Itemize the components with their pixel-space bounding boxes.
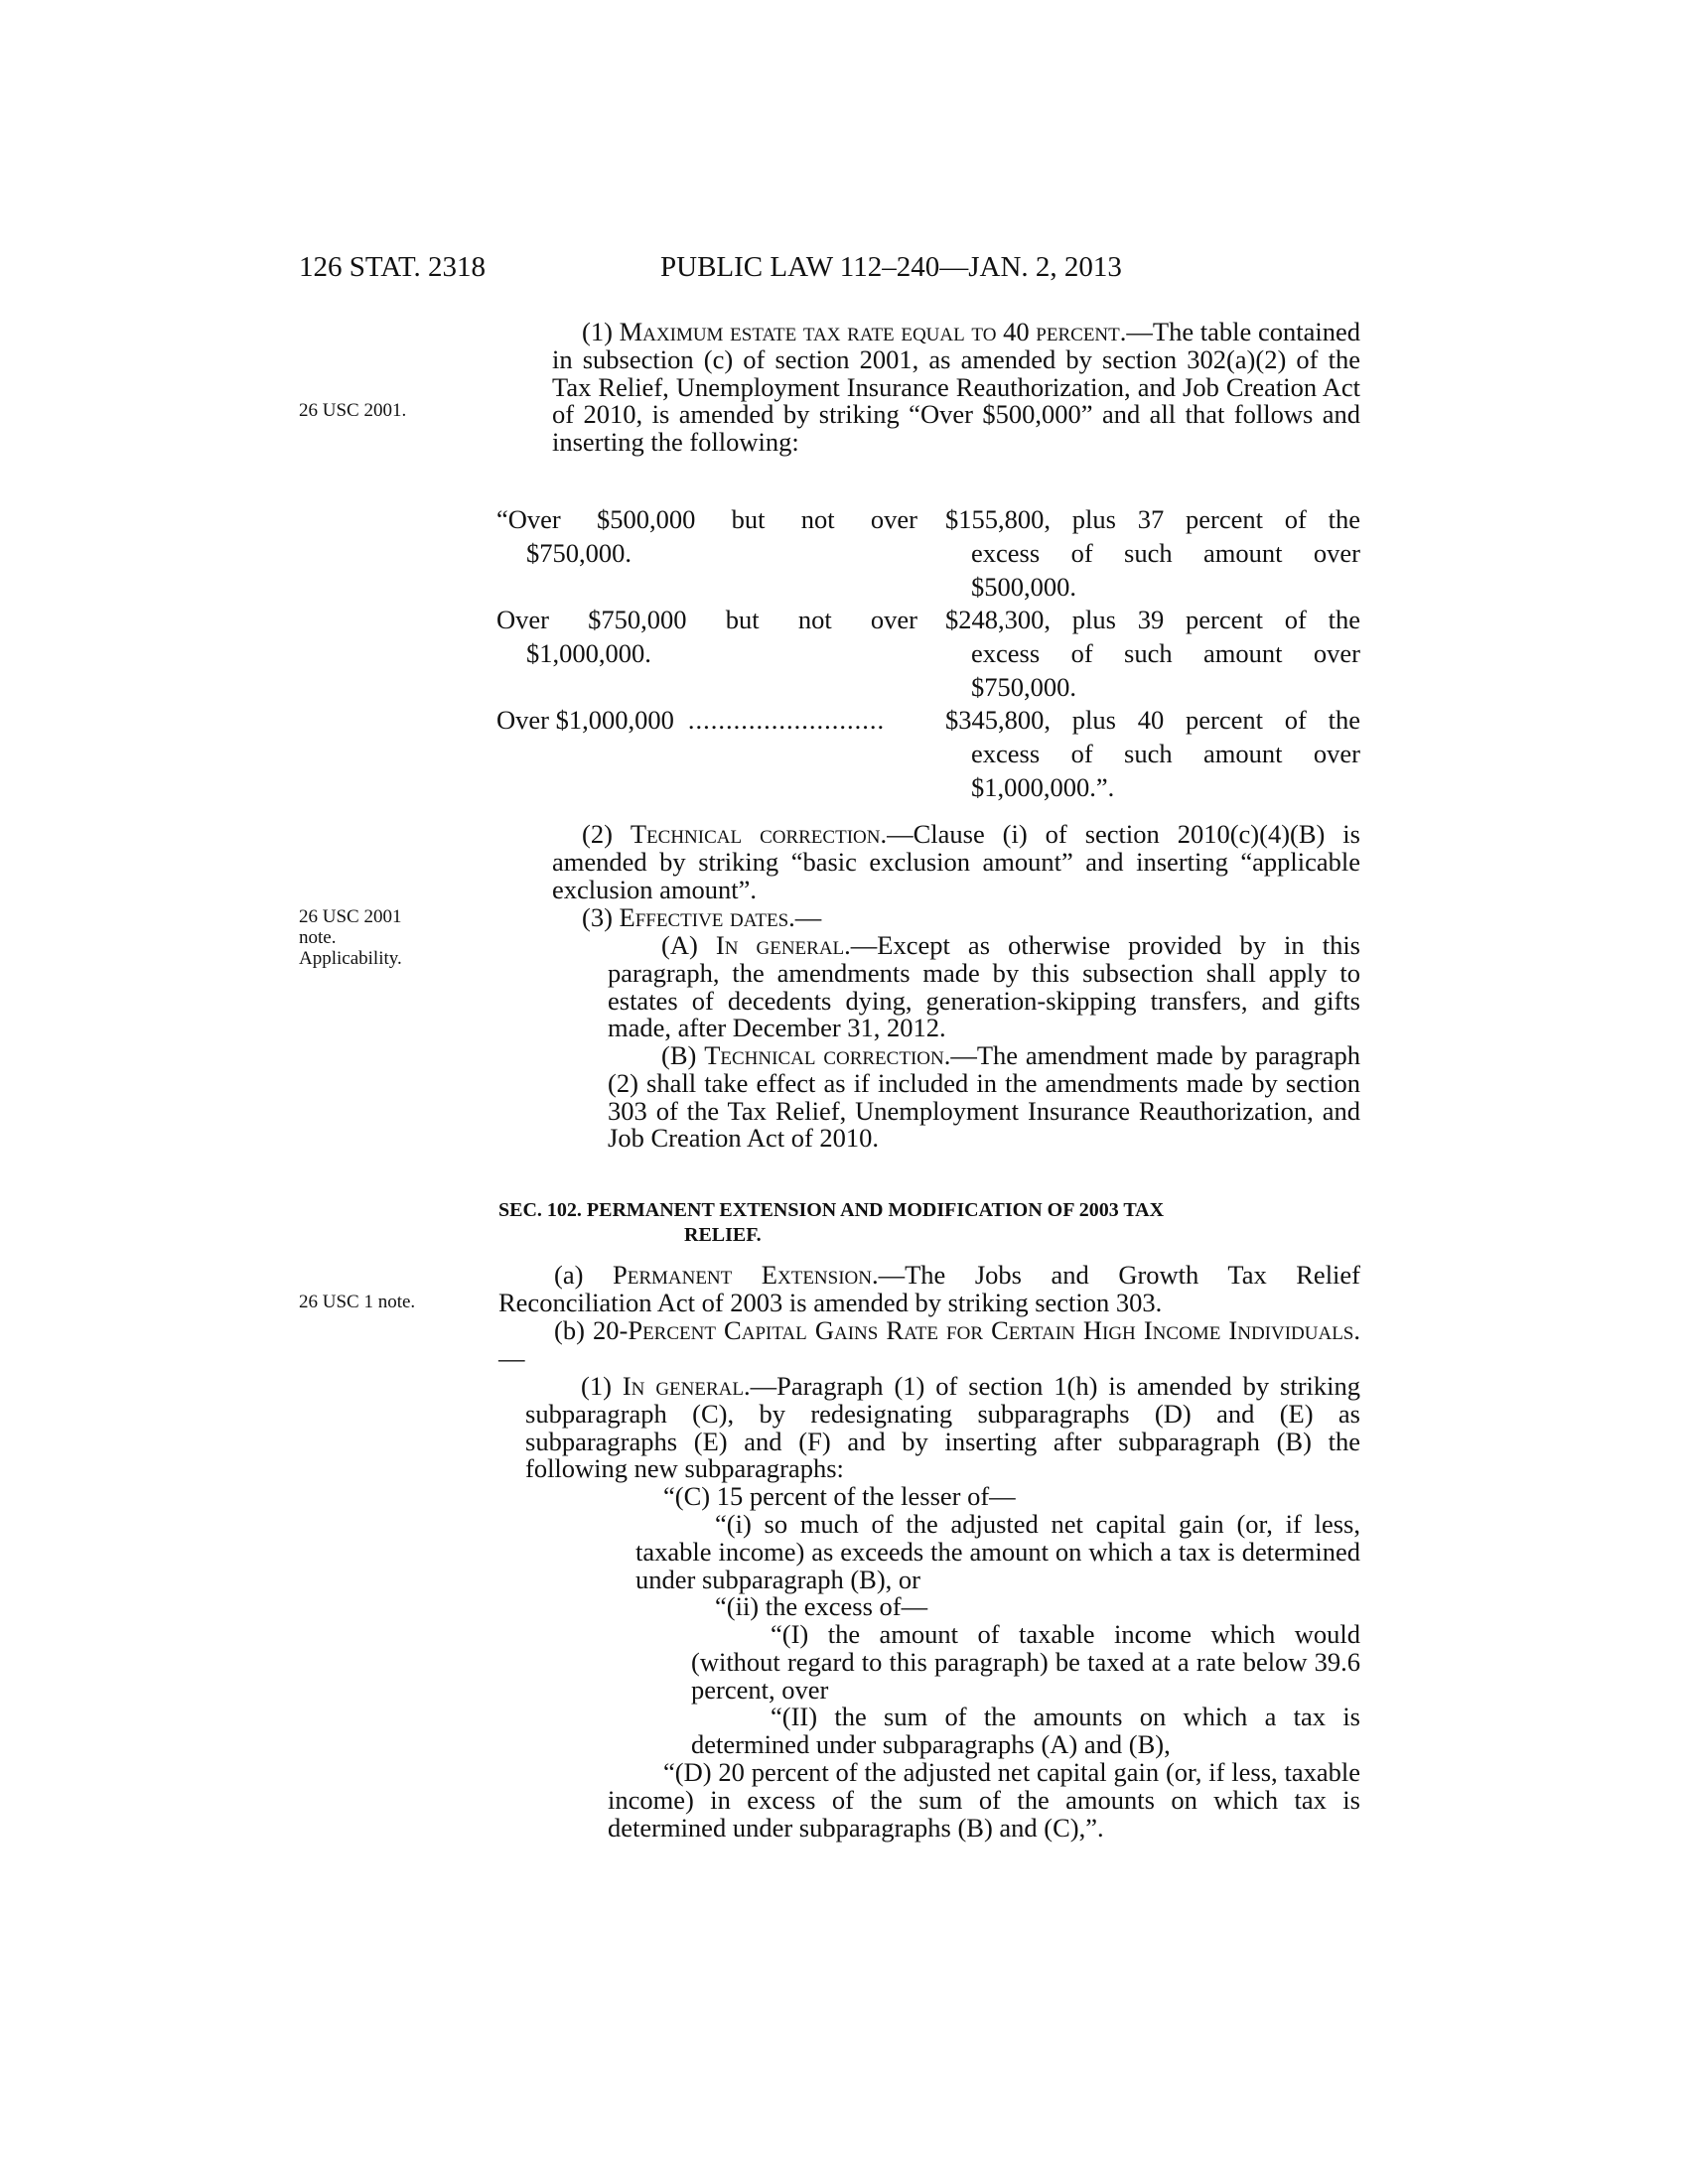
paragraph-heading: 20-Percent Capital Gains Rate for Certain High Income Individuals. [593, 1315, 1360, 1345]
paragraph-number: (2) [582, 819, 613, 849]
bracket-line: “Over $500,000 but not over [496, 504, 917, 534]
paragraph-number: (A) [661, 930, 698, 960]
public-law-title: PUBLIC LAW 112–240—JAN. 2, 2013 [660, 251, 1122, 283]
paragraph-text: Paragraph (1) of section 1(h) is amended by striking subparagraph (C), by redesignating subparagraphs (D) and (E) as subparagraphs (E) and (F) and by inserting after subparagraph (B) the following new subparagraphs: [525, 1371, 1360, 1484]
table-row-3-tax [945, 703, 1360, 804]
paragraph-text: The amendment made by paragraph (2) shall take effect as if included in the amendments made by section 303 of the Tax Relief, Unemployment Insurance Reauthorization, and Job Creation Act of 2010. [608, 1040, 1360, 1154]
bracket-line: $750,000. [526, 538, 632, 568]
table-row-1-bracket [496, 502, 917, 570]
tax-line: $345,800, plus 40 percent of the [945, 705, 1360, 735]
paragraph-number: (1) [582, 317, 613, 346]
paragraph-text: Except as otherwise provided by in this paragraph, the amendments made by this subsection shall apply to estates of decedents dying, generation-skipping transfers, and gifts made, after December 31, 2012. [608, 930, 1360, 1043]
tax-line: $750,000. [971, 672, 1076, 702]
section-heading-line: RELIEF. [684, 1224, 762, 1246]
paragraph-1: (1) Maximum estate tax rate equal to 40 percent.—The table contained in subsection (c) of section 2001, as amended by section 302(a)(2) of the Tax Relief, Unemployment Insurance Reauthorization, and Job Creation Act of 2010, is amended by striking “Over $500,000” and all that follows and inserting the following: [552, 317, 1360, 458]
quoted-subclause-II: “(II) the sum of the amounts on which a tax is determined under subparagraphs (A) and (B), [691, 1702, 1360, 1759]
bracket-line: Over $1,000,000 [496, 705, 674, 735]
tax-line: $155,800, plus 37 percent of the [945, 504, 1360, 534]
margin-note-26-usc-2001: 26 USC 2001. [299, 400, 407, 421]
section-102-heading [498, 1198, 1360, 1248]
paragraph-text: The Jobs and Growth Tax Relief Reconciliation Act of 2003 is amended by striking section 303. [498, 1260, 1361, 1317]
tax-line: excess of such amount over [971, 538, 1360, 568]
margin-note-line: 26 USC 2001 [299, 906, 402, 927]
paragraph-text: Clause (i) of section 2010(c)(4)(B) is amended by striking “basic exclusion amount” and inserting “applicable exclusion amount”. [552, 819, 1360, 904]
quoted-subparagraph-C: “(C) 15 percent of the lesser of— [663, 1481, 1016, 1511]
tax-line: $1,000,000.”. [971, 772, 1115, 802]
quoted-subparagraph-D: “(D) 20 percent of the adjusted net capital gain (or, if less, taxable income) in excess of the sum of the amounts on which tax is determined under subparagraphs (B) and (C),”. [608, 1757, 1360, 1843]
margin-note-26-usc-1-note: 26 USC 1 note. [299, 1292, 416, 1312]
paragraph-number: (b) [554, 1315, 585, 1345]
quoted-clause-i: “(i) so much of the adjusted net capital gain (or, if less, taxable income) as exceeds the amount on which a tax is determined under subparagraph (B), or [635, 1509, 1360, 1594]
paragraph-heading: Permanent Extension. [612, 1260, 879, 1290]
paragraph-3: (3) Effective dates.— [582, 902, 822, 932]
paragraph-2: (2) Technical correction.—Clause (i) of section 2010(c)(4)(B) is amended by striking “basic exclusion amount” and inserting “applicable exclusion amount”. [552, 819, 1360, 904]
table-row-1-tax [945, 502, 1360, 604]
paragraph-number: (1) [581, 1371, 612, 1401]
table-row-2-tax [945, 603, 1360, 704]
paragraph-number: (B) [661, 1040, 697, 1070]
paragraph-heading: Effective dates. [619, 902, 795, 932]
bracket-line: Over $750,000 but not over [496, 605, 917, 634]
paragraph-heading: Technical correction. [630, 819, 888, 849]
tax-line: excess of such amount over [971, 638, 1360, 668]
margin-note-line: Applicability. [299, 948, 402, 969]
subparagraph-3B: (B) Technical correction.—The amendment made by paragraph (2) shall take effect as if included in the amendments made by section 303 of the Tax Relief, Unemployment Insurance Reauthorization, and Job Creation Act of 2010. [608, 1040, 1360, 1154]
paragraph-number: (a) [554, 1260, 584, 1290]
table-row-3-bracket [496, 703, 917, 737]
paragraph-text: The table contained in subsection (c) of section 2001, as amended by section 302(a)(2) of the Tax Relief, Unemployment Insurance Reauthorization, and Job Creation Act of 2010, is amended by striking “Over $500,000” and all that follows and inserting the following: [552, 317, 1360, 458]
tax-line: excess of such amount over [971, 739, 1360, 768]
table-row-2-bracket [496, 603, 917, 670]
tax-line: $500,000. [971, 572, 1076, 602]
dot-leader: .......................... [687, 705, 886, 735]
stat-page-number: 126 STAT. 2318 [299, 251, 487, 283]
paragraph-heading: Maximum estate tax rate equal to 40 percent. [619, 317, 1127, 346]
paragraph-b1: (1) In general.—Paragraph (1) of section 1(h) is amended by striking subparagraph (C), by redesignating subparagraphs (D) and (E) as subparagraphs (E) and (F) and by inserting after subparagraph (B) the following new subparagraphs: [525, 1371, 1360, 1484]
section-heading-line: SEC. 102. PERMANENT EXTENSION AND MODIFICATION OF 2003 TAX [498, 1199, 1165, 1221]
quoted-clause-ii: “(ii) the excess of— [715, 1591, 928, 1621]
paragraph-heading: In general. [622, 1371, 751, 1401]
subsection-b: (b) 20-Percent Capital Gains Rate for Certain High Income Individuals.— [498, 1315, 1360, 1373]
paragraph-heading: Technical correction. [704, 1040, 951, 1070]
subsection-a: (a) Permanent Extension.—The Jobs and Growth Tax Relief Reconciliation Act of 2003 is amended by striking section 303. [498, 1260, 1361, 1317]
paragraph-number: (3) [582, 902, 613, 932]
paragraph-heading: In general. [715, 930, 851, 960]
margin-note-line: note. [299, 927, 337, 948]
tax-line: $248,300, plus 39 percent of the [945, 605, 1360, 634]
bracket-line: $1,000,000. [526, 638, 651, 668]
quoted-subclause-I: “(I) the amount of taxable income which would (without regard to this paragraph) be taxed at a rate below 39.6 percent, over [691, 1619, 1360, 1705]
subparagraph-3A: (A) In general.—Except as otherwise provided by in this paragraph, the amendments made by this subsection shall apply to estates of decedents dying, generation-skipping transfers, and gifts made, after December 31, 2012. [608, 930, 1360, 1043]
margin-note-applicability [299, 906, 402, 969]
